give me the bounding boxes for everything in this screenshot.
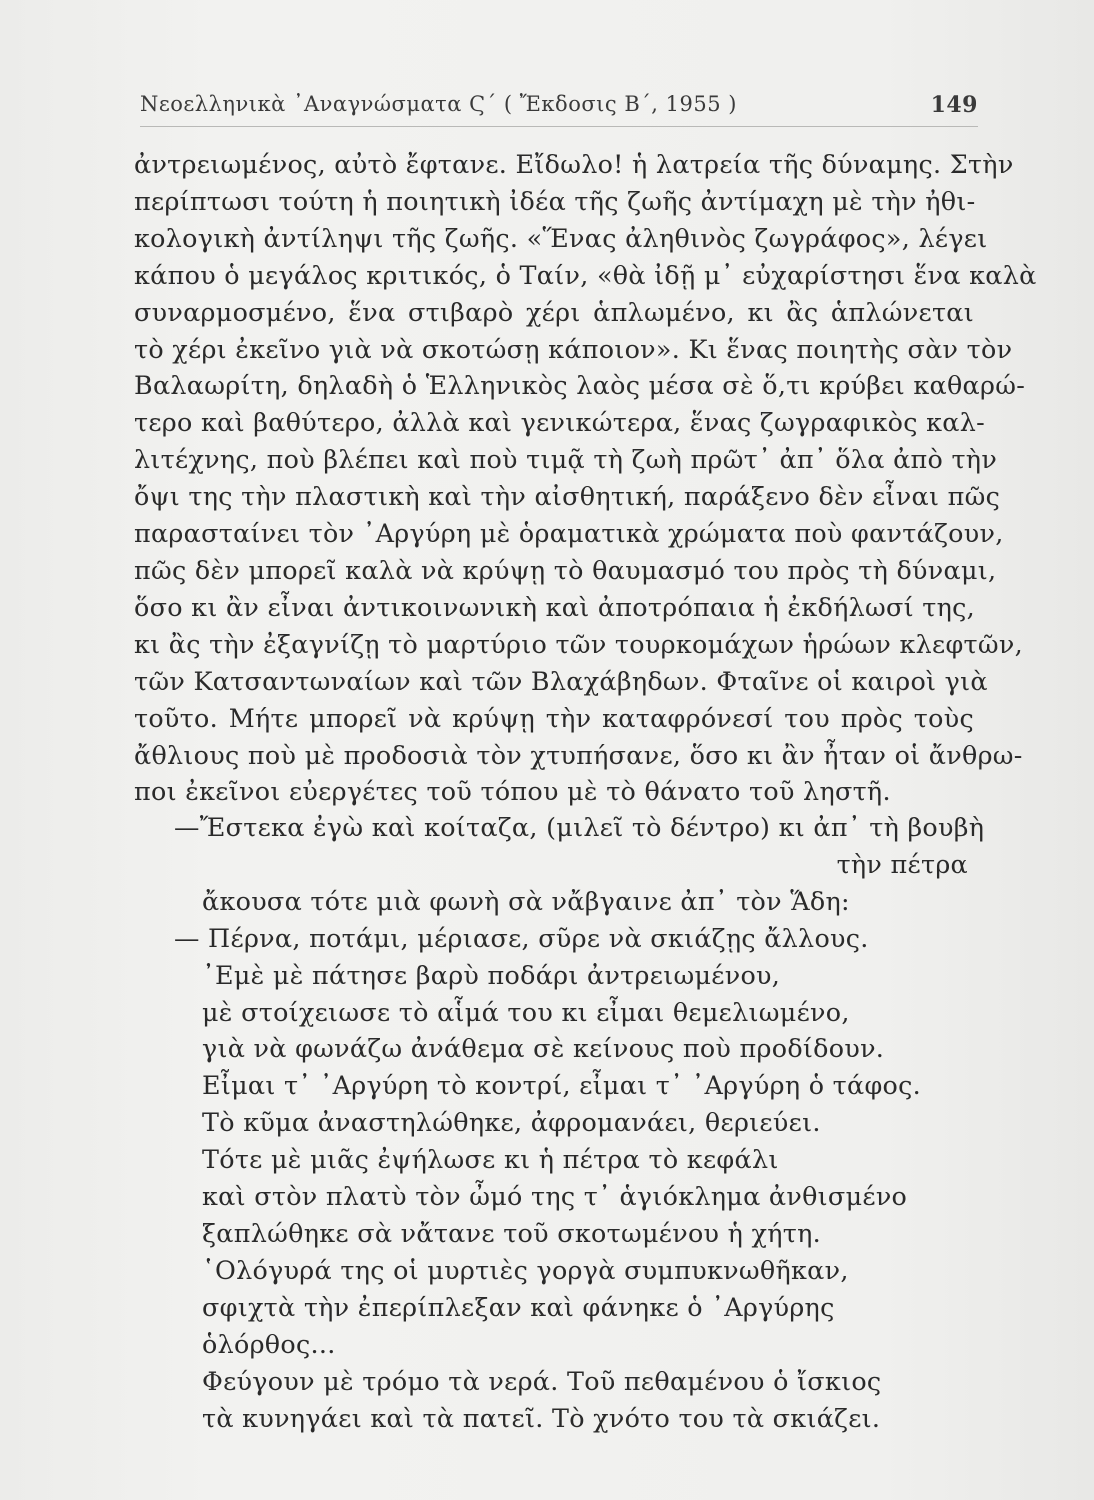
- prose-line: Βαλαωρίτη, δηλαδὴ ὁ Ἑλληνικὸς λαὸς μέσα σὲ ὅ,τι κρύβει καθαρώ-: [134, 370, 1026, 401]
- page-number: 149: [930, 92, 978, 118]
- running-title: Νεοελληνικὰ ᾿Αναγνώσματα Ϛ΄ ( Ἔκδοσις Β΄, 1955 ): [140, 92, 737, 116]
- prose-line: ἀντρειωμένος, αὐτὸ ἔφτανε. Εἴδωλο! ἡ λατρεία τῆς δύναμης. Στὴν: [134, 149, 1014, 179]
- prose-line: κάπου ὁ μεγάλος κριτικός, ὁ Ταίν, «θὰ ἰδῇ μ᾿ εὐχαρίστησι ἕνα καλὰ: [134, 259, 1037, 290]
- prose-line: τῶν Κατσαντωναίων καὶ τῶν Βλαχάβηδων. Φταῖνε οἱ καιροὶ γιὰ: [134, 665, 988, 696]
- prose-line: κι ἂς τὴν ἐξαγνίζῃ τὸ μαρτύριο τῶν τουρκομάχων ἡρώων κλεφτῶν,: [134, 628, 1024, 659]
- prose-paragraph: [134, 146, 1037, 810]
- poem-line: —Ἔστεκα ἐγὼ καὶ κοίταζα, (μιλεῖ τὸ δέντρο) κι ἀπ᾿ τὴ βουβὴ: [174, 812, 985, 842]
- poem-line: — Πέρνα, ποτάμι, μέριασε, σῦρε νὰ σκιάζῃς ἄλλους.: [174, 922, 869, 953]
- poem-line: ῾Ολόγυρά της οἱ μυρτιὲς γοργὰ συμπυκνωθῆκαν,: [202, 1254, 849, 1285]
- prose-line: ὅσο κι ἂν εἶναι ἀντικοινωνικὴ καὶ ἀποτρόπαια ἡ ἐκδήλωσί της,: [134, 591, 976, 622]
- prose-line: περίπτωσι τούτη ἡ ποιητικὴ ἰδέα τῆς ζωῆς ἀντίμαχη μὲ τὴν ἠθι-: [134, 185, 976, 216]
- poem-line: ξαπλώθηκε σὰ νἄτανε τοῦ σκοτωμένου ἡ χήτη.: [202, 1217, 821, 1248]
- prose-line: συναρμοσμένο, ἕνα στιβαρὸ χέρι ἁπλωμένο, κι ἂς ἁπλώνεται: [134, 296, 974, 327]
- poem-line: Τὸ κῦμα ἀναστηλώθηκε, ἀφρομανάει, θεριεύει.: [202, 1107, 821, 1138]
- poem-line: γιὰ νὰ φωνάζω ἀνάθεμα σὲ κείνους ποὺ προδίδουν.: [202, 1033, 885, 1064]
- poem-line: ἄκουσα τότε μιὰ φωνὴ σὰ νἄβγαινε ἀπ᾿ τὸν Ἅδη:: [202, 885, 850, 916]
- prose-line: τὸ χέρι ἐκεῖνο γιὰ νὰ σκοτώσῃ κάποιον». Κι ἕνας ποιητὴς σὰν τὸν: [134, 333, 1013, 364]
- poem-line: καὶ στὸν πλατὺ τὸν ὦμό της τ᾿ ἁγιόκλημα ἀνθισμένο: [202, 1181, 908, 1212]
- prose-line: ποι ἐκεῖνοι εὐεργέτες τοῦ τόπου μὲ τὸ θάνατο τοῦ ληστῆ.: [134, 776, 891, 807]
- poem-line: Εἶμαι τ᾿ ᾿Αργύρη τὸ κοντρί, εἶμαι τ᾿ ᾿Αργύρη ὁ τάφος.: [202, 1070, 922, 1101]
- prose-line: ἄθλιους ποὺ μὲ προδοσιὰ τὸν χτυπήσανε, ὅσο κι ἂν ἦταν οἱ ἄνθρω-: [134, 739, 1023, 770]
- prose-line: τερο καὶ βαθύτερο, ἀλλὰ καὶ γενικώτερα, ἕνας ζωγραφικὸς καλ-: [134, 407, 986, 438]
- poem-line: ὁλόρθος...: [202, 1328, 336, 1359]
- prose-line: πῶς δὲν μπορεῖ καλὰ νὰ κρύψῃ τὸ θαυμασμό του πρὸς τὴ δύναμι,: [134, 554, 997, 585]
- poem-line: σφιχτὰ τὴν ἐπερίπλεξαν καὶ φάνηκε ὁ ᾿Αργύρης: [202, 1291, 835, 1322]
- poem-line: Φεύγουν μὲ τρόμο τὰ νερά. Τοῦ πεθαμένου ὁ ἴσκιος: [202, 1365, 882, 1396]
- prose-line: τοῦτο. Μήτε μπορεῖ νὰ κρύψῃ τὴν καταφρόνεσί του πρὸς τοὺς: [134, 702, 974, 733]
- poem-line: μὲ στοίχειωσε τὸ αἷμά του κι εἶμαι θεμελιωμένο,: [202, 996, 850, 1027]
- prose-line: παρασταίνει τὸν ᾿Αργύρη μὲ ὁραματικὰ χρώματα ποὺ φαντάζουν,: [134, 518, 1004, 549]
- header-rule: [140, 126, 978, 127]
- poem-quotation: [174, 809, 994, 1436]
- poem-line: Τότε μὲ μιᾶς ἐψήλωσε κι ἡ πέτρα τὸ κεφάλι: [202, 1144, 779, 1175]
- prose-line: λιτέχνης, ποὺ βλέπει καὶ ποὺ τιμᾷ τὴ ζωὴ πρῶτ᾿ ἀπ᾿ ὅλα ἀπὸ τὴν: [134, 444, 998, 475]
- poem-line: ᾿Εμὲ μὲ πάτησε βαρὺ ποδάρι ἀντρειωμένου,: [202, 959, 781, 990]
- prose-line: κολογικὴ ἀντίληψι τῆς ζωῆς. «Ἕνας ἀληθινὸς ζωγράφος», λέγει: [134, 222, 988, 253]
- poem-line-continuation: τὴν πέτρα: [836, 848, 968, 879]
- running-header: [140, 92, 978, 116]
- prose-line: ὄψι της τὴν πλαστικὴ καὶ τὴν αἰσθητική, παράξενο δὲν εἶναι πῶς: [134, 481, 1001, 512]
- poem-line: τὰ κυνηγάει καὶ τὰ πατεῖ. Τὸ χνότο του τὰ σκιάζει.: [202, 1402, 881, 1433]
